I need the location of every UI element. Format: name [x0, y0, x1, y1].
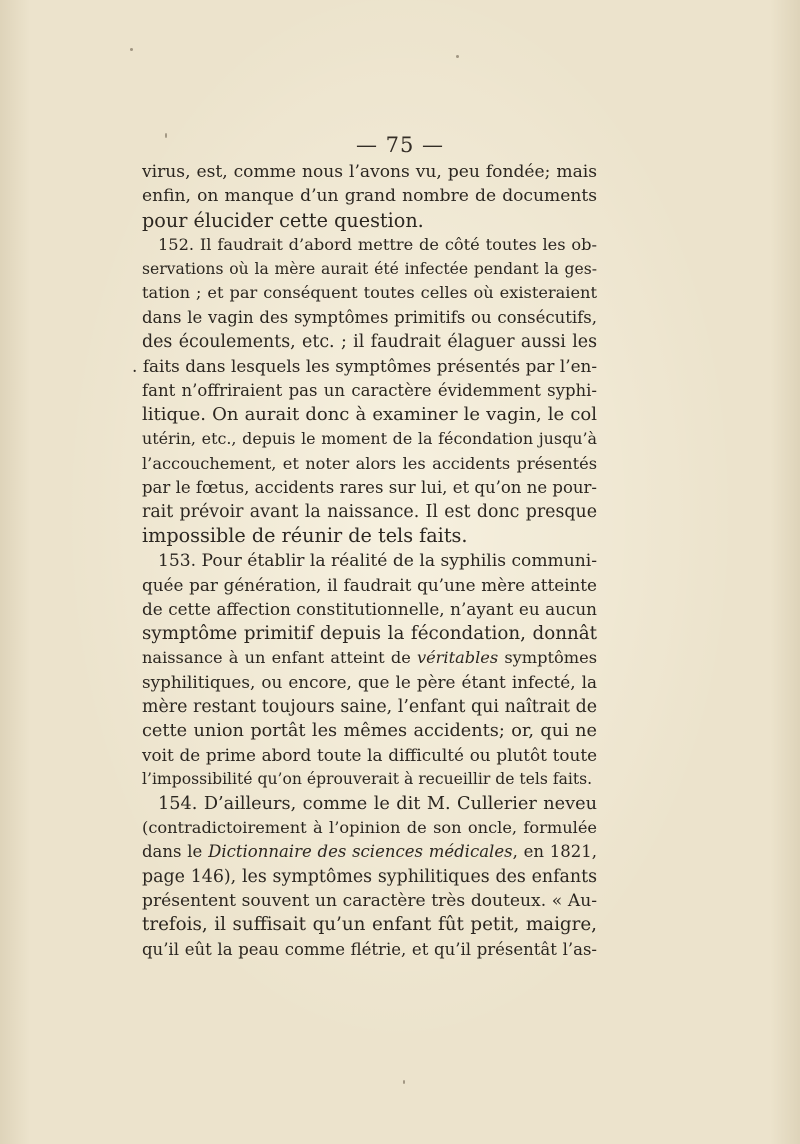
page-number: — 75 — — [355, 133, 445, 157]
text-line: voit de prime abord toute la difficulté ou plutôt toute — [142, 745, 597, 766]
text-line: des écoulements, etc. ; il faudrait élaguer aussi les — [142, 332, 597, 353]
text-line: pour élucider cette question. — [142, 208, 424, 232]
body-text — [132, 160, 598, 962]
text-line: litique. On aurait donc à examiner le vagin, le col — [142, 403, 597, 425]
text-line: (contradictoirement à l’opinion de son oncle, formulée — [142, 818, 597, 838]
text-line: symptôme primitif depuis la fécondation, donnât — [142, 622, 597, 644]
italic-text: Dictionnaire des sciences médicales — [208, 842, 513, 862]
paragraph-153-start: 153. Pour établir la réalité de la syphilis communi- — [158, 550, 597, 571]
italic-text: véritables — [416, 647, 499, 667]
text-line: qu’il eût la peau comme flétrie, et qu’il présentât l’as- — [142, 939, 597, 959]
text-line: trefois, il suffisait qu’un enfant fût petit, maigre, — [142, 914, 597, 936]
text-line: fant n’offriraient pas un caractère évidemment syphi- — [142, 380, 597, 400]
line-text: naissance à un enfant atteint de — [142, 647, 417, 667]
text-line: syphilitiques, ou encore, que le père étant infecté, la — [142, 672, 597, 693]
text-line: utérin, etc., depuis le moment de la fécondation jusqu’à — [142, 429, 597, 449]
text-line: tation ; et par conséquent toutes celles où existeraient — [142, 283, 597, 303]
text-line: de cette affection constitutionnelle, n’ayant eu aucun — [142, 599, 597, 620]
paper-speck — [165, 133, 167, 138]
text-line: l’impossibilité qu’on éprouverait à recueillir de tels faits. — [142, 770, 593, 789]
text-line: l’accouchement, et noter alors les accidents présentés — [142, 453, 597, 473]
line-text: dans le — [142, 842, 209, 862]
text-line: mère restant toujours saine, l’enfant qui naîtrait de — [142, 696, 597, 717]
text-line: présentent souvent un caractère très douteux. « Au- — [142, 890, 597, 911]
text-line — [142, 840, 597, 864]
paper-speck — [403, 1080, 405, 1084]
paragraph-152-start: 152. Il faudrait d’abord mettre de côté toutes les ob- — [158, 234, 597, 254]
text-line: rait prévoir avant la naissance. Il est donc presque — [142, 502, 597, 523]
paper-speck — [130, 48, 133, 51]
text-line: servations où la mère aurait été infectée pendant la ges- — [142, 260, 597, 279]
text-line: impossible de réunir de tels faits. — [142, 524, 468, 548]
text-line: enfin, on manque d’un grand nombre de documents — [142, 186, 597, 207]
text-line: cette union portât les mêmes accidents; or, qui ne — [142, 720, 597, 741]
line-text: , en 1821, — [512, 842, 598, 862]
text-line: quée par génération, il faudrait qu’une mère atteinte — [142, 575, 597, 596]
line-text: symptômes — [498, 647, 598, 667]
text-line: . faits dans lesquels les symptômes présentés par l’en- — [132, 356, 597, 377]
text-line — [142, 646, 597, 670]
text-line: dans le vagin des symptômes primitifs ou consécutifs, — [142, 307, 597, 327]
text-line: par le fœtus, accidents rares sur lui, et qu’on ne pour- — [142, 477, 597, 497]
text-line: virus, est, comme nous l’avons vu, peu fondée; mais — [142, 162, 597, 182]
paragraph-154-start: 154. D’ailleurs, comme le dit M. Cullerier neveu — [158, 793, 597, 814]
paper-speck — [456, 55, 459, 58]
text-line: page 146), les symptômes syphilitiques des enfants — [142, 866, 597, 887]
